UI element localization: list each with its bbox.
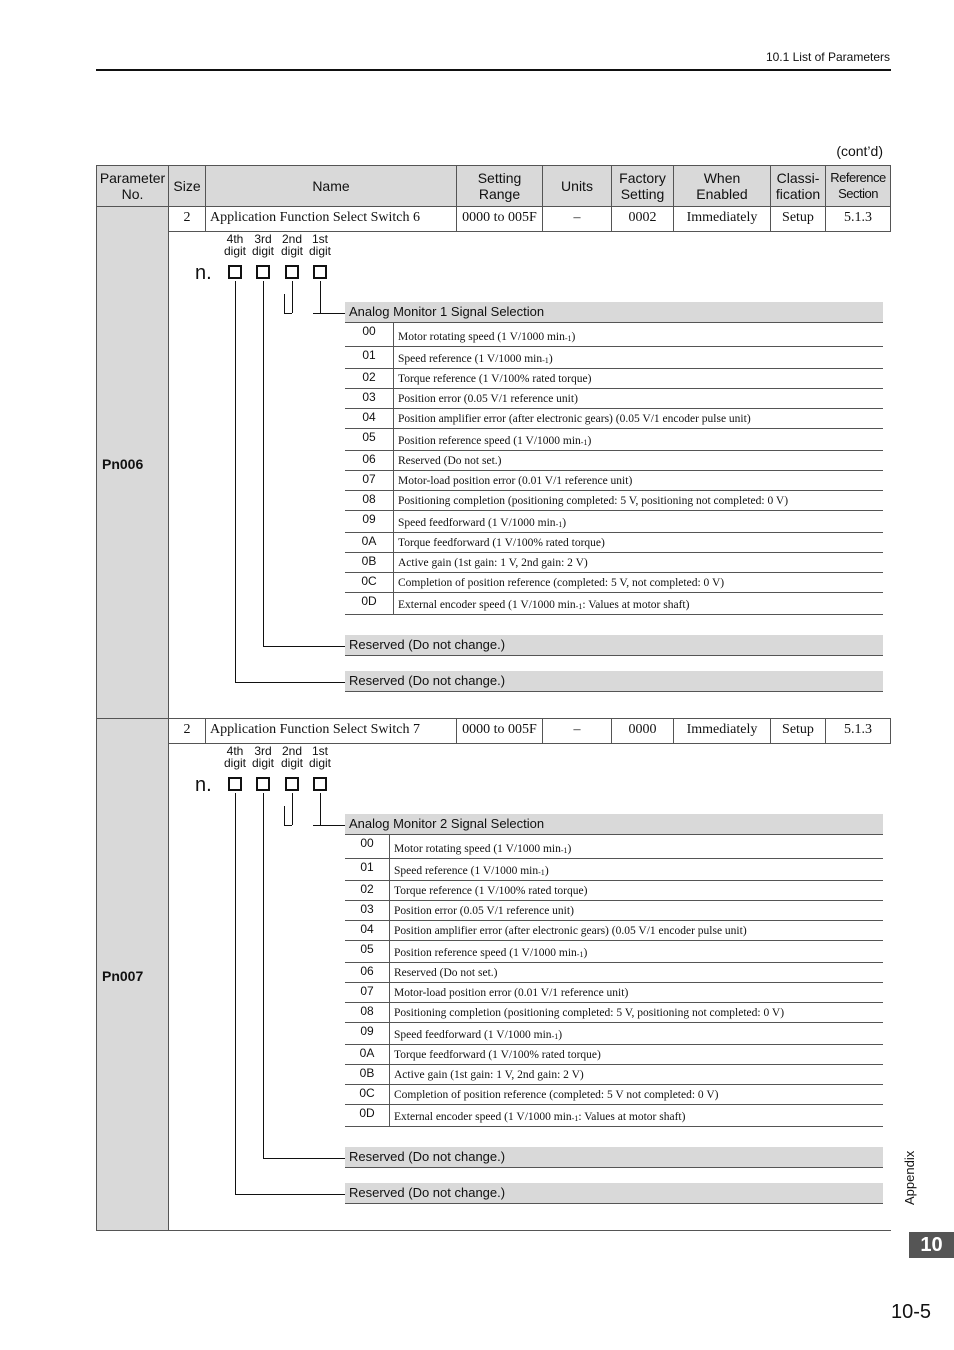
- option-code: 05: [345, 429, 394, 450]
- option-row: [345, 921, 883, 941]
- param-number: Pn007: [97, 719, 169, 1231]
- option-row: [345, 471, 883, 491]
- option-text-tail: : Values at motor shaft): [578, 1111, 686, 1123]
- option-description: [394, 389, 578, 408]
- option-description: [390, 1023, 562, 1044]
- connector-line: [313, 825, 345, 826]
- connector-line: [263, 646, 345, 647]
- option-row: [345, 1085, 883, 1105]
- option-description: [390, 881, 587, 900]
- option-description: [394, 347, 553, 368]
- option-superscript: -1: [538, 868, 545, 877]
- option-code: 0B: [345, 553, 394, 572]
- param-range: 0000 to 005F: [457, 207, 543, 232]
- option-text: Motor-load position error (0.01 V/1 reference unit): [398, 475, 633, 487]
- signal-selection-title: Analog Monitor 2 Signal Selection: [345, 814, 883, 835]
- option-text-tail: ): [587, 435, 592, 447]
- param-enabled: Immediately: [674, 719, 771, 744]
- option-text: Torque feedforward (1 V/100% rated torque): [398, 537, 605, 549]
- option-row: [345, 1045, 883, 1065]
- param-row-pn006: [97, 207, 891, 232]
- option-description: [390, 901, 574, 920]
- option-description: [394, 533, 605, 552]
- option-row: [345, 881, 883, 901]
- param-row-pn007: [97, 719, 891, 744]
- option-row: [345, 835, 883, 859]
- option-row: [345, 409, 883, 429]
- digit-box: [285, 265, 299, 279]
- col-header-size: Size: [169, 166, 206, 207]
- option-description: [394, 369, 591, 388]
- option-code: 00: [345, 323, 394, 346]
- option-code: 0D: [345, 1105, 390, 1126]
- digit-box: [228, 777, 242, 791]
- option-description: [390, 1045, 601, 1064]
- option-row: [345, 511, 883, 533]
- digit-box: [285, 777, 299, 791]
- option-text: Position reference speed (1 V/1000 min: [394, 947, 577, 959]
- reserved-3rd-digit: Reserved (Do not change.): [345, 1147, 883, 1168]
- option-code: 04: [345, 921, 390, 940]
- connector-line: [263, 1158, 345, 1159]
- col-header-factory: Factory Setting: [612, 166, 674, 207]
- option-code: 07: [345, 471, 394, 490]
- option-description: [390, 1085, 718, 1104]
- option-row: [345, 1065, 883, 1085]
- option-description: [394, 409, 751, 428]
- option-text: Motor rotating speed (1 V/1000 min: [394, 843, 561, 855]
- option-description: [390, 921, 747, 940]
- parameter-table: [96, 165, 891, 1231]
- n-prefix: n.: [195, 774, 212, 796]
- reserved-3rd-digit: Reserved (Do not change.): [345, 635, 883, 656]
- option-row: [345, 491, 883, 511]
- option-description: [394, 471, 632, 490]
- option-code: 03: [345, 389, 394, 408]
- option-text: Reserved (Do not set.): [394, 967, 498, 979]
- option-superscript: -1: [551, 1032, 559, 1041]
- option-row: [345, 963, 883, 983]
- option-code: 02: [345, 369, 394, 388]
- option-code: 0A: [345, 1045, 390, 1064]
- digit-diagram: [169, 232, 889, 718]
- option-text-tail: ): [567, 843, 572, 855]
- option-description: [394, 451, 501, 470]
- param-class: Setup: [771, 719, 826, 744]
- option-row: [345, 347, 883, 369]
- connector-line: [292, 793, 293, 825]
- option-code: 0C: [345, 573, 394, 592]
- digit-box: [313, 777, 327, 791]
- option-code: 06: [345, 963, 390, 982]
- connector-line: [313, 313, 345, 314]
- connector-line: [292, 281, 293, 313]
- option-text: Position error (0.05 V/1 reference unit): [394, 905, 574, 917]
- option-text: Completion of position reference (completed: 5 V, not completed: 0 V): [398, 577, 725, 589]
- option-code: 08: [345, 491, 394, 510]
- param-ref: 5.1.3: [826, 719, 891, 744]
- connector-line: [235, 793, 236, 1194]
- digit-label: 2nd digit: [280, 232, 303, 258]
- option-description: [390, 835, 571, 858]
- param-number: Pn006: [97, 207, 169, 719]
- digit-diagram-cell: [169, 744, 891, 1231]
- option-row: [345, 429, 883, 451]
- option-code: 03: [345, 901, 390, 920]
- param-factory: 0000: [612, 719, 674, 744]
- option-text: Completion of position reference (completed: 5 V not completed: 0 V): [394, 1089, 719, 1101]
- param-class: Setup: [771, 207, 826, 232]
- option-text: Position amplifier error (after electronic gears) (0.05 V/1 encoder pulse unit): [398, 413, 751, 425]
- option-description: [390, 1065, 584, 1084]
- option-text: Speed reference (1 V/1000 min: [394, 865, 539, 877]
- digit-box: [313, 265, 327, 279]
- option-text: Active gain (1st gain: 1 V, 2nd gain: 2 V): [398, 557, 588, 569]
- option-description: [390, 1003, 784, 1022]
- option-row: [345, 533, 883, 553]
- option-row: [345, 451, 883, 471]
- option-text: Speed feedforward (1 V/1000 min: [394, 1029, 552, 1041]
- option-text: External encoder speed (1 V/1000 min: [394, 1111, 572, 1123]
- option-superscript: -1: [555, 520, 563, 529]
- option-row: [345, 1105, 883, 1127]
- option-row: [345, 1003, 883, 1023]
- option-code: 07: [345, 983, 390, 1002]
- option-text: Motor rotating speed (1 V/1000 min: [398, 331, 565, 343]
- col-header-class: Classi- fication: [771, 166, 826, 207]
- option-description: [394, 511, 566, 532]
- option-code: 09: [345, 1023, 390, 1044]
- option-row: [345, 573, 883, 593]
- param-ref: 5.1.3: [826, 207, 891, 232]
- connector-line: [263, 793, 264, 1158]
- option-row: [345, 323, 883, 347]
- option-code: 0D: [345, 593, 394, 614]
- digit-label: 1st digit: [308, 744, 331, 770]
- digit-diagram-cell: [169, 232, 891, 719]
- digit-diagram: [169, 744, 889, 1230]
- connector-line: [235, 1194, 345, 1195]
- option-text: Torque reference (1 V/100% rated torque): [398, 373, 592, 385]
- digit-label: 3rd digit: [251, 232, 274, 258]
- digit-label: 1st digit: [308, 232, 331, 258]
- digit-box: [228, 265, 242, 279]
- connector-line: [263, 281, 264, 646]
- param-size: 2: [169, 719, 206, 744]
- option-text: Position amplifier error (after electronic gears) (0.05 V/1 encoder pulse unit): [394, 925, 747, 937]
- option-text: Position error (0.05 V/1 reference unit): [398, 393, 578, 405]
- option-code: 01: [345, 347, 394, 368]
- param-units: –: [543, 207, 612, 232]
- option-code: 02: [345, 881, 390, 900]
- param-units: –: [543, 719, 612, 744]
- option-description: [394, 323, 575, 346]
- option-text: Speed feedforward (1 V/1000 min: [398, 517, 556, 529]
- option-text: Motor-load position error (0.01 V/1 reference unit): [394, 987, 629, 999]
- option-row: [345, 1023, 883, 1045]
- continued-label: (cont’d): [836, 143, 883, 159]
- option-text: External encoder speed (1 V/1000 min: [398, 599, 576, 611]
- param-name: Application Function Select Switch 7: [206, 719, 457, 744]
- option-description: [390, 859, 549, 880]
- option-description: [390, 941, 587, 962]
- digit-label: 3rd digit: [251, 744, 274, 770]
- digit-label: 4th digit: [223, 232, 246, 258]
- connector-line: [235, 682, 345, 683]
- option-text: Positioning completion (positioning completed: 5 V, positioning not completed: 0 V): [398, 495, 789, 507]
- option-row: [345, 983, 883, 1003]
- connector-line: [320, 281, 321, 313]
- option-superscript: -1: [542, 356, 549, 365]
- col-header-param-no: Parameter No.: [97, 166, 169, 207]
- option-code: 0A: [345, 533, 394, 552]
- option-text: Reserved (Do not set.): [398, 455, 502, 467]
- digit-label: 4th digit: [223, 744, 246, 770]
- param-diagram-row: [97, 232, 891, 719]
- option-text: Torque reference (1 V/100% rated torque): [394, 885, 588, 897]
- option-code: 0B: [345, 1065, 390, 1084]
- option-description: [394, 593, 689, 614]
- option-text: Torque feedforward (1 V/100% rated torque): [394, 1049, 601, 1061]
- option-text-tail: ): [562, 517, 567, 529]
- col-header-ref: Reference Section: [826, 166, 891, 207]
- option-text: Active gain (1st gain: 1 V, 2nd gain: 2 V): [394, 1069, 584, 1081]
- option-code: 04: [345, 409, 394, 428]
- param-factory: 0002: [612, 207, 674, 232]
- option-row: [345, 389, 883, 409]
- option-description: [390, 1105, 685, 1126]
- param-enabled: Immediately: [674, 207, 771, 232]
- connector-line: [284, 313, 292, 314]
- option-code: 08: [345, 1003, 390, 1022]
- digit-label: 2nd digit: [280, 744, 303, 770]
- option-code: 06: [345, 451, 394, 470]
- option-superscript: -1: [576, 950, 584, 959]
- table-header-row: [97, 166, 891, 207]
- col-header-units: Units: [543, 166, 612, 207]
- option-text-tail: ): [558, 1029, 563, 1041]
- option-text-tail: ): [571, 331, 576, 343]
- option-description: [390, 963, 497, 982]
- option-description: [394, 553, 588, 572]
- option-code: 00: [345, 835, 390, 858]
- option-row: [345, 859, 883, 881]
- page-number: 10-5: [890, 1301, 931, 1323]
- param-size: 2: [169, 207, 206, 232]
- connector-line: [235, 281, 236, 682]
- option-text-tail: ): [544, 865, 549, 877]
- reserved-4th-digit: Reserved (Do not change.): [345, 671, 883, 692]
- side-label-appendix: Appendix: [902, 1150, 917, 1205]
- digit-box: [256, 265, 270, 279]
- option-text: Positioning completion (positioning completed: 5 V, positioning not completed: 0 V): [394, 1007, 785, 1019]
- option-superscript: -1: [580, 438, 588, 447]
- chapter-tab: 10: [909, 1232, 954, 1258]
- option-text: Speed reference (1 V/1000 min: [398, 353, 543, 365]
- option-text-tail: ): [583, 947, 588, 959]
- option-superscript: -1: [564, 334, 572, 343]
- col-header-enabled: When Enabled: [674, 166, 771, 207]
- option-code: 09: [345, 511, 394, 532]
- option-superscript: -1: [560, 846, 568, 855]
- col-header-range: Setting Range: [457, 166, 543, 207]
- option-row: [345, 593, 883, 615]
- option-row: [345, 941, 883, 963]
- col-header-name: Name: [206, 166, 457, 207]
- option-description: [394, 429, 591, 450]
- option-superscript: -1: [575, 602, 583, 611]
- option-description: [394, 491, 788, 510]
- option-code: 05: [345, 941, 390, 962]
- param-range: 0000 to 005F: [457, 719, 543, 744]
- option-text-tail: ): [548, 353, 553, 365]
- connector-line: [284, 294, 285, 314]
- param-diagram-row: [97, 744, 891, 1231]
- option-row: [345, 553, 883, 573]
- connector-line: [284, 825, 292, 826]
- header-rule: [96, 69, 891, 71]
- connector-line: [320, 793, 321, 825]
- option-text: Position reference speed (1 V/1000 min: [398, 435, 581, 447]
- option-text-tail: : Values at motor shaft): [582, 599, 690, 611]
- digit-box: [256, 777, 270, 791]
- reserved-4th-digit: Reserved (Do not change.): [345, 1183, 883, 1204]
- option-code: 0C: [345, 1085, 390, 1104]
- n-prefix: n.: [195, 262, 212, 284]
- option-description: [394, 573, 724, 592]
- option-description: [390, 983, 628, 1002]
- option-row: [345, 901, 883, 921]
- option-row: [345, 369, 883, 389]
- option-code: 01: [345, 859, 390, 880]
- param-name: Application Function Select Switch 6: [206, 207, 457, 232]
- option-superscript: -1: [571, 1114, 579, 1123]
- running-header: 10.1 List of Parameters: [765, 50, 890, 64]
- signal-selection-title: Analog Monitor 1 Signal Selection: [345, 302, 883, 323]
- connector-line: [284, 806, 285, 826]
